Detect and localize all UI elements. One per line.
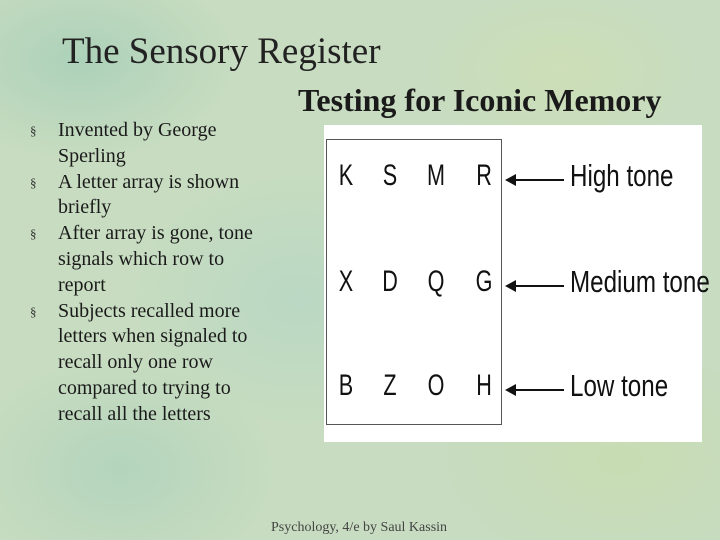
- bullet-line: report: [58, 273, 106, 296]
- sperling-figure: [324, 125, 710, 442]
- bullet-marker: §: [30, 226, 37, 242]
- bullet-line: Sperling: [58, 144, 126, 167]
- array-letter: S: [382, 159, 398, 192]
- array-letter: Z: [383, 369, 397, 402]
- bullet-line: Invented by George: [58, 119, 217, 141]
- array-letter: Q: [427, 265, 445, 298]
- bullet-item: [28, 221, 298, 298]
- array-letter: H: [476, 369, 492, 402]
- array-letter: G: [475, 265, 493, 298]
- bullet-marker: §: [30, 303, 37, 319]
- slide-subtitle: Testing for Iconic Memory: [298, 82, 662, 118]
- bullet-item: [28, 170, 298, 222]
- arrow-line: [514, 285, 564, 287]
- bullet-line: recall all the letters: [58, 402, 211, 425]
- bullet-line: briefly: [58, 196, 112, 219]
- tone-label: Low tone: [570, 368, 669, 403]
- bullet-line: compared to trying to: [58, 376, 231, 399]
- bullet-marker: §: [30, 174, 37, 190]
- tone-label: Medium tone: [570, 264, 710, 299]
- bullet-item: [28, 118, 298, 170]
- bullet-line: signals which row to: [58, 247, 225, 270]
- slide-title: The Sensory Register: [62, 31, 381, 72]
- bullet-marker: §: [30, 123, 37, 138]
- arrow-line: [514, 179, 564, 181]
- array-letter: K: [338, 159, 354, 192]
- array-letter: D: [382, 265, 398, 298]
- bullet-item: [28, 299, 298, 428]
- tone-label: High tone: [570, 158, 674, 193]
- bullet-list: [28, 118, 298, 428]
- array-letter: R: [476, 159, 492, 192]
- array-letter: B: [338, 369, 354, 402]
- footer-credit: Psychology, 4/e by Saul Kassin: [271, 520, 448, 535]
- bullet-line: A letter array is shown: [58, 170, 240, 193]
- bullet-line: Subjects recalled more: [58, 299, 241, 322]
- bullet-line: letters when signaled to: [58, 325, 248, 348]
- array-letter: O: [427, 369, 445, 402]
- array-letter: X: [338, 265, 354, 298]
- bullet-line: After array is gone, tone: [58, 222, 253, 245]
- arrow-line: [514, 389, 564, 391]
- bullet-line: recall only one row: [58, 351, 213, 374]
- array-letter: M: [427, 159, 445, 192]
